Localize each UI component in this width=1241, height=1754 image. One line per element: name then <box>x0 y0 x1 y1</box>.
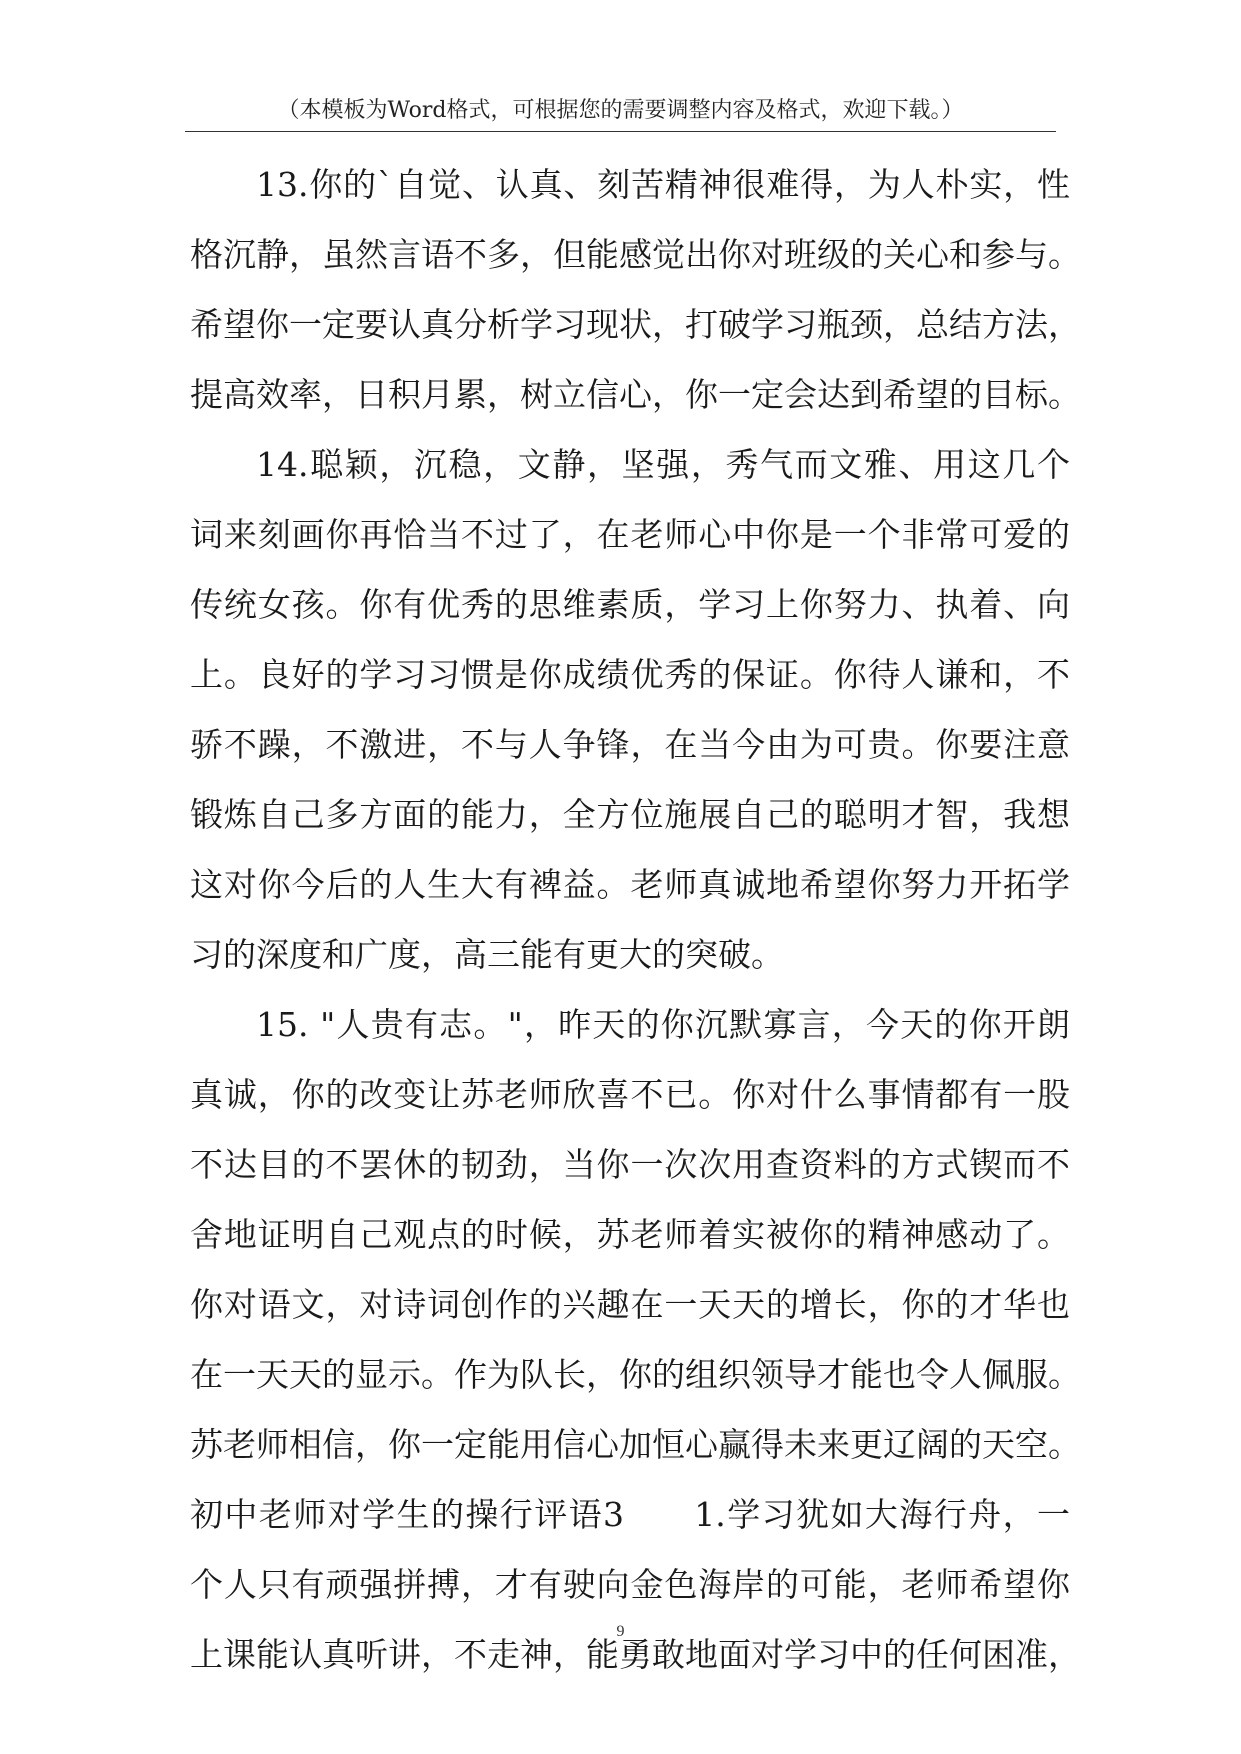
page-number: 9 <box>616 1623 625 1640</box>
document-body <box>190 150 1081 1690</box>
text-line: 习的深度和广度，高三能有更大的突破。 <box>190 935 784 974</box>
text-line: 上。良好的学习习惯是你成绩优秀的保证。你待人谦和，不 <box>190 655 1070 694</box>
text-line: 13.你的`自觉、认真、刻苦精神很难得，为人朴实，性 <box>256 165 1070 204</box>
text-line: 传统女孩。你有优秀的思维素质，学习上你努力、执着、向 <box>190 585 1070 624</box>
text-line: 舍地证明自己观点的时候，苏老师着实被你的精神感动了。 <box>190 1215 1070 1254</box>
text-line: 格沉静，虽然言语不多，但能感觉出你对班级的关心和参与。 <box>190 235 1081 274</box>
text-line: 14.聪颖，沉稳，文静，坚强，秀气而文雅、用这几个 <box>256 445 1070 484</box>
text-line: 骄不躁，不激进，不与人争锋，在当今由为可贵。你要注意 <box>190 725 1070 764</box>
text-line: 锻炼自己多方面的能力，全方位施展自己的聪明才智，我想 <box>190 795 1070 834</box>
text-line: 词来刻画你再恰当不过了，在老师心中你是一个非常可爱的 <box>190 515 1070 554</box>
text-line: 苏老师相信，你一定能用信心加恒心赢得未来更辽阔的天空。 <box>190 1425 1081 1464</box>
text-line: 你对语文，对诗词创作的兴趣在一天天的增长，你的才华也 <box>190 1285 1070 1324</box>
text-line: 初中老师对学生的操行评语3 1.学习犹如大海行舟，一 <box>190 1495 1070 1534</box>
text-line: 在一天天的显示。作为队长，你的组织领导才能也令人佩服。 <box>190 1355 1081 1394</box>
text-line: 真诚，你的改变让苏老师欣喜不已。你对什么事情都有一股 <box>190 1075 1070 1114</box>
text-line: 这对你今后的人生大有裨益。老师真诚地希望你努力开拓学 <box>190 865 1070 904</box>
text-line: 上课能认真听讲，不走神，能勇敢地面对学习中的任何困准， <box>190 1635 1081 1674</box>
text-line: 提高效率，日积月累，树立信心，你一定会达到希望的目标。 <box>190 375 1081 414</box>
document-header-note: （本模板为Word格式，可根据您的需要调整内容及格式，欢迎下载。） <box>277 98 964 123</box>
text-line: 希望你一定要认真分析学习现状，打破学习瓶颈，总结方法， <box>190 305 1081 344</box>
text-line: 个人只有顽强拼搏，才有驶向金色海岸的可能，老师希望你 <box>190 1565 1070 1604</box>
text-line: 不达目的不罢休的韧劲，当你一次次用查资料的方式锲而不 <box>190 1145 1070 1184</box>
text-line: 15. "人贵有志。"，昨天的你沉默寡言，今天的你开朗 <box>256 1005 1070 1044</box>
header-divider <box>185 131 1056 132</box>
